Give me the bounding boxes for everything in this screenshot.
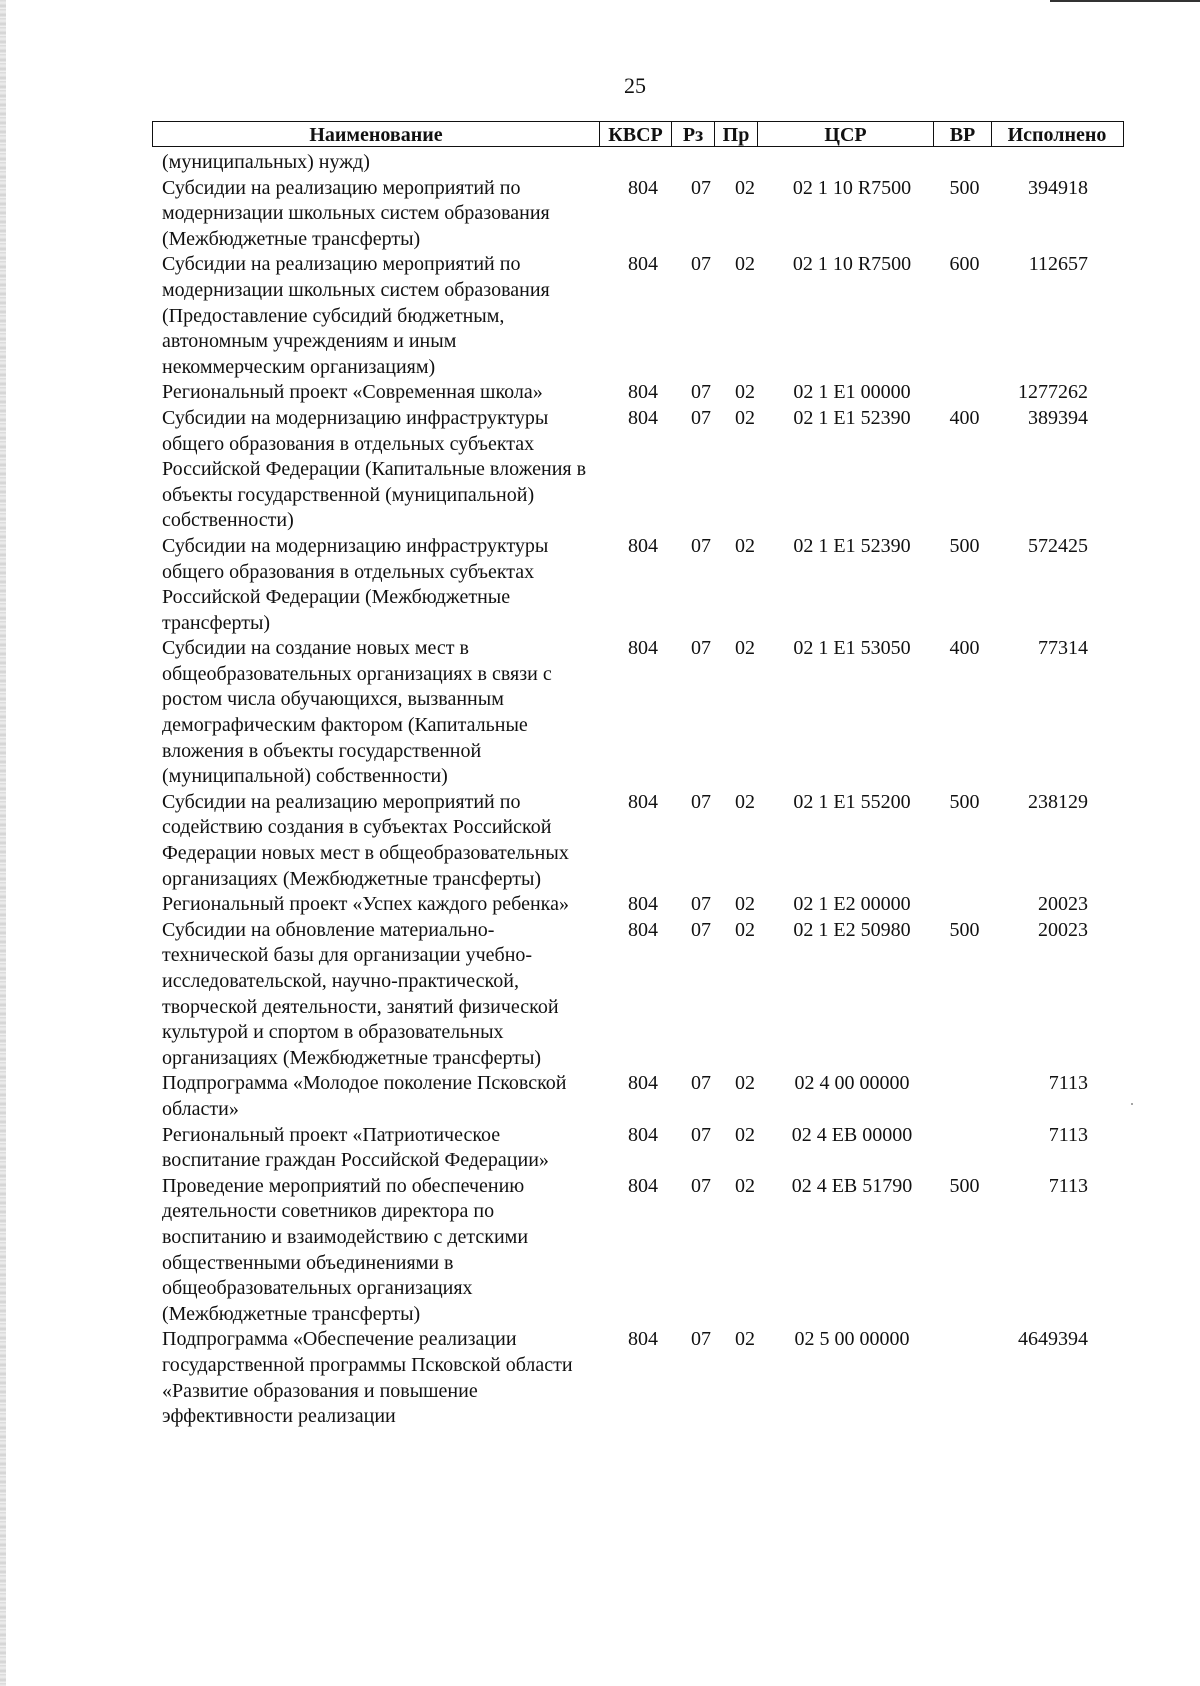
row-executed: 389394 <box>1028 406 1088 429</box>
row-executed: 7113 <box>1048 1072 1088 1095</box>
row-csr: 02 1 10 R7500 <box>792 253 912 276</box>
row-pr: 02 <box>735 1174 755 1197</box>
row-vr: 400 <box>949 406 980 429</box>
row-pr: 02 <box>735 893 755 916</box>
row-rz: 07 <box>691 1123 711 1146</box>
row-rz: 07 <box>691 1328 711 1351</box>
row-name: Субсидии на модернизацию инфраструктуры общего образования в отдельных субъектах Российской Федерации (Межбюджетные трансферты) <box>162 534 549 634</box>
row-executed: 572425 <box>1028 534 1088 557</box>
row-pr: 02 <box>735 253 755 276</box>
row-vr: 500 <box>949 1174 980 1197</box>
row-pr: 02 <box>735 790 755 813</box>
table-body <box>162 150 1122 1430</box>
row-rz: 07 <box>691 918 711 941</box>
header-pr: Пр <box>714 122 757 146</box>
row-name: Субсидии на создание новых мест в общеобразовательных организациях в связи с ростом числа обучающихся, вызванным демографическим фактором (Капитальные вложения в объекты государственной (муниципальной) собственности) <box>162 637 552 788</box>
row-rz: 07 <box>691 1072 711 1095</box>
row-kvsr: 804 <box>628 381 658 404</box>
row-kvsr: 804 <box>628 637 658 660</box>
row-executed: 20023 <box>1038 918 1088 941</box>
scan-speck <box>1131 1103 1133 1105</box>
row-pr: 02 <box>735 1072 755 1095</box>
row-pr: 02 <box>735 1123 755 1146</box>
table-row <box>162 892 1122 918</box>
header-rz: Рз <box>671 122 714 146</box>
row-vr: 500 <box>949 176 980 199</box>
row-rz: 07 <box>691 176 711 199</box>
row-kvsr: 804 <box>628 176 658 199</box>
row-csr: 02 4 EB 00000 <box>791 1123 913 1146</box>
row-csr: 02 4 EB 51790 <box>791 1174 913 1197</box>
row-csr: 02 4 00 00000 <box>794 1072 910 1095</box>
row-csr: 02 1 E1 52390 <box>793 534 911 557</box>
row-kvsr: 804 <box>628 406 658 429</box>
row-rz: 07 <box>691 253 711 276</box>
table-row <box>162 150 1122 176</box>
row-csr: 02 1 10 R7500 <box>792 176 912 199</box>
table-row <box>162 1174 1122 1328</box>
row-executed: 394918 <box>1028 176 1088 199</box>
header-executed: Исполнено <box>991 122 1122 146</box>
row-csr: 02 1 E1 52390 <box>793 406 911 429</box>
row-pr: 02 <box>735 637 755 660</box>
row-vr: 500 <box>949 790 980 813</box>
corner-mark <box>1050 0 1200 2</box>
row-pr: 02 <box>735 381 755 404</box>
row-name: Подпрограмма «Обеспечение реализации государственной программы Псковской области «Развитие образования и повышение эффективности реализации <box>162 1328 573 1428</box>
row-kvsr: 804 <box>628 1123 658 1146</box>
row-name: Проведение мероприятий по обеспечению деятельности советников директора по воспитанию и взаимодействию с детскими общественными объединениями в общеобразовательных организациях (Межбюджетные трансферты) <box>162 1174 529 1325</box>
row-rz: 07 <box>691 406 711 429</box>
row-kvsr: 804 <box>628 893 658 916</box>
row-executed: 7113 <box>1048 1174 1088 1197</box>
row-csr: 02 1 E2 00000 <box>793 893 911 916</box>
row-vr: 400 <box>949 637 980 660</box>
row-pr: 02 <box>735 406 755 429</box>
row-name: Региональный проект «Патриотическое воспитание граждан Российской Федерации» <box>162 1123 549 1172</box>
row-name: Подпрограмма «Молодое поколение Псковской области» <box>162 1072 567 1120</box>
table-header <box>152 121 1124 147</box>
header-name: Наименование <box>309 124 443 146</box>
table-row <box>162 1123 1122 1174</box>
table-row <box>162 252 1122 380</box>
row-executed: 7113 <box>1048 1123 1088 1146</box>
row-name: Субсидии на реализацию мероприятий по модернизации школьных систем образования (Межбюджетные трансферты) <box>162 176 550 250</box>
row-kvsr: 804 <box>628 253 658 276</box>
row-executed: 112657 <box>1028 253 1088 276</box>
row-executed: 238129 <box>1028 790 1088 813</box>
table-row <box>162 1071 1122 1122</box>
row-pr: 02 <box>735 1328 755 1351</box>
header-csr: ЦСР <box>757 122 933 146</box>
row-pr: 02 <box>735 534 755 557</box>
table-row <box>162 1327 1122 1429</box>
row-executed: 20023 <box>1038 893 1088 916</box>
row-pr: 02 <box>735 176 755 199</box>
row-executed: 4649394 <box>1018 1328 1088 1351</box>
row-kvsr: 804 <box>628 918 658 941</box>
row-vr: 500 <box>949 918 980 941</box>
row-name: Субсидии на модернизацию инфраструктуры общего образования в отдельных субъектах Российской Федерации (Капитальные вложения в объекты государственной (муниципальной) собственности) <box>162 406 587 532</box>
scan-edge <box>0 0 6 1686</box>
table-row <box>162 534 1122 636</box>
table-row <box>162 406 1122 534</box>
row-kvsr: 804 <box>628 1072 658 1095</box>
row-executed: 1277262 <box>1018 381 1088 404</box>
table-row <box>162 918 1122 1072</box>
row-vr: 500 <box>949 534 980 557</box>
row-kvsr: 804 <box>628 1174 658 1197</box>
row-name: Субсидии на реализацию мероприятий по содействию создания в субъектах Российской Федерации новых мест в общеобразовательных организациях (Межбюджетные трансферты) <box>162 790 569 890</box>
row-csr: 02 1 E1 00000 <box>793 381 911 404</box>
row-name: Региональный проект «Современная школа» <box>162 381 543 404</box>
row-pr: 02 <box>735 918 755 941</box>
row-name: Региональный проект «Успех каждого ребенка» <box>162 893 569 916</box>
row-kvsr: 804 <box>628 534 658 557</box>
row-rz: 07 <box>691 1174 711 1197</box>
row-csr: 02 5 00 00000 <box>794 1328 910 1351</box>
table-row <box>162 636 1122 790</box>
row-kvsr: 804 <box>628 1328 658 1351</box>
header-vr: ВР <box>933 122 991 146</box>
page-number: 25 <box>624 73 646 98</box>
row-rz: 07 <box>691 534 711 557</box>
row-rz: 07 <box>691 790 711 813</box>
row-kvsr: 804 <box>628 790 658 813</box>
row-csr: 02 1 E1 53050 <box>793 637 911 660</box>
table-row <box>162 380 1122 406</box>
row-csr: 02 1 E2 50980 <box>793 918 911 941</box>
row-name: Субсидии на обновление материально-технической базы для организации учебно-исследовательской, научно-практической, творческой деятельности, занятий физической культурой и спортом в образовательных организациях (Межбюджетные трансферты) <box>162 918 559 1069</box>
row-name: Субсидии на реализацию мероприятий по модернизации школьных систем образования (Предоставление субсидий бюджетным, автономным учреждениям и иным некоммерческим организациям) <box>162 253 550 378</box>
row-executed: 77314 <box>1038 637 1088 660</box>
row-csr: 02 1 E1 55200 <box>793 790 911 813</box>
header-kvsr: КВСР <box>599 122 671 146</box>
row-rz: 07 <box>691 637 711 660</box>
table-row <box>162 790 1122 892</box>
row-name: (муниципальных) нужд) <box>162 151 370 173</box>
row-vr: 600 <box>949 253 980 276</box>
row-rz: 07 <box>691 893 711 916</box>
table-row <box>162 176 1122 253</box>
row-rz: 07 <box>691 381 711 404</box>
